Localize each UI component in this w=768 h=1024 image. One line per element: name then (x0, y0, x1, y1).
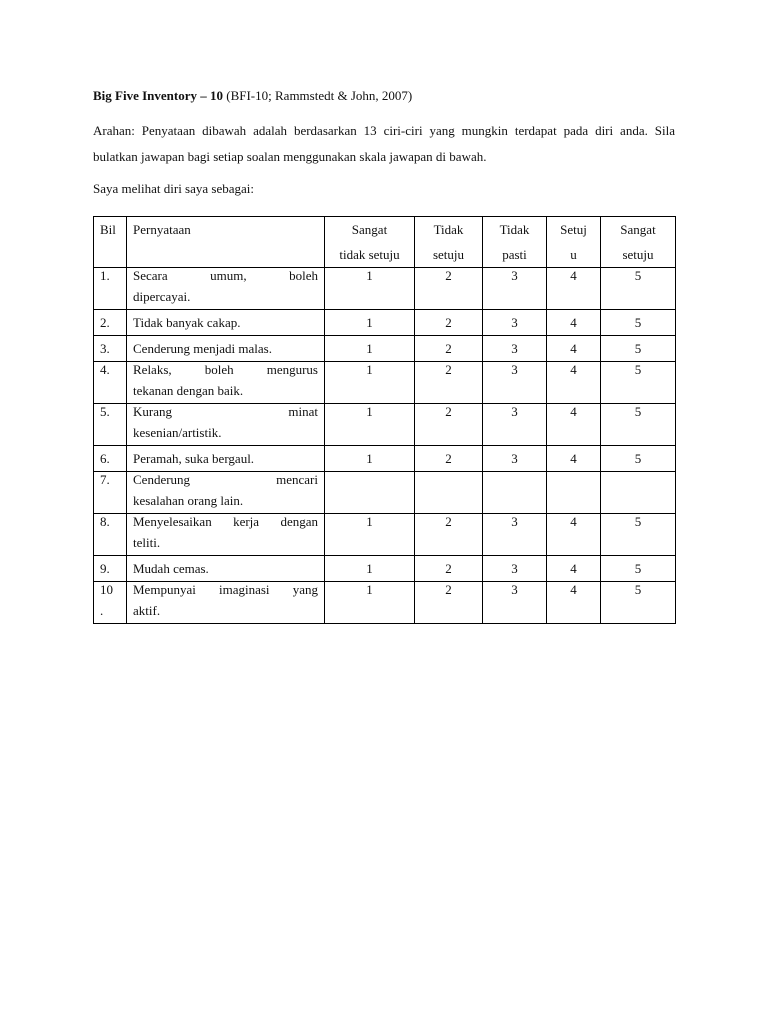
header-scale-4-line-1: Setuj (560, 222, 587, 237)
row-statement-line-2: kesenian/artistik. (133, 425, 222, 440)
scale-option-3[interactable]: 3 (483, 268, 547, 310)
row-statement-line-2: aktif. (133, 603, 161, 618)
row-statement-line-1: Relaks, boleh mengurus (133, 362, 318, 377)
row-number (94, 582, 127, 624)
scale-option-1[interactable]: 1 (325, 446, 415, 472)
scale-option-5[interactable]: 5 (601, 310, 676, 336)
row-number-line-1: 5. (100, 404, 110, 419)
scale-option-1[interactable]: 1 (325, 310, 415, 336)
row-statement (127, 362, 325, 404)
row-statement (127, 514, 325, 556)
scale-option-5[interactable]: 5 (601, 362, 676, 404)
scale-option-4[interactable]: 4 (547, 362, 601, 404)
scale-option-1[interactable]: 1 (325, 514, 415, 556)
scale-option-3[interactable]: 3 (483, 582, 547, 624)
row-statement: Tidak banyak cakap. (127, 310, 325, 336)
scale-option-1[interactable] (325, 472, 415, 514)
table-row (94, 446, 676, 472)
row-number-line-1: 1. (100, 268, 110, 283)
scale-option-4[interactable]: 4 (547, 582, 601, 624)
scale-option-3[interactable]: 3 (483, 336, 547, 362)
scale-option-5[interactable]: 5 (601, 336, 676, 362)
row-statement-line-2: dipercayai. (133, 289, 191, 304)
scale-option-4[interactable]: 4 (547, 336, 601, 362)
row-number-line-1: 8. (100, 514, 110, 529)
header-scale-4 (547, 217, 601, 268)
row-statement-line-1: Mempunyai imaginasi yang (133, 582, 318, 597)
row-number-line-1: 10 (100, 582, 113, 597)
header-scale-1-line-1: Sangat (351, 222, 388, 237)
table-row (94, 310, 676, 336)
header-bil: Bil (94, 217, 127, 268)
scale-option-3[interactable]: 3 (483, 446, 547, 472)
title-bold: Big Five Inventory – 10 (93, 88, 223, 103)
row-number: 9. (94, 556, 127, 582)
scale-option-5[interactable]: 5 (601, 582, 676, 624)
scale-option-5[interactable]: 5 (601, 446, 676, 472)
table-row (94, 268, 676, 310)
header-scale-5-line-2: setuju (622, 247, 654, 262)
inventory-table (93, 216, 676, 624)
table-row (94, 514, 676, 556)
header-scale-2-line-2: setuju (432, 247, 465, 262)
scale-option-3[interactable] (483, 472, 547, 514)
scale-option-4[interactable]: 4 (547, 556, 601, 582)
row-statement-line-1: Cenderung mencari (133, 472, 318, 487)
header-scale-2-line-1: Tidak (433, 222, 464, 237)
scale-option-2[interactable]: 2 (415, 514, 483, 556)
scale-option-3[interactable]: 3 (483, 310, 547, 336)
scale-option-2[interactable]: 2 (415, 362, 483, 404)
scale-option-4[interactable]: 4 (547, 268, 601, 310)
row-statement (127, 472, 325, 514)
header-scale-1-line-2: tidak setuju (339, 247, 400, 262)
header-scale-3-line-1: Tidak (499, 222, 530, 237)
table-header-row (94, 217, 676, 268)
table-row (94, 472, 676, 514)
header-scale-5-line-1: Sangat (620, 222, 656, 237)
row-number-line-1: 7. (100, 472, 110, 487)
scale-option-2[interactable]: 2 (415, 268, 483, 310)
document-page (93, 86, 675, 618)
row-statement-line-2: tekanan dengan baik. (133, 383, 244, 398)
row-number (94, 472, 127, 514)
scale-option-1[interactable]: 1 (325, 268, 415, 310)
row-number: 6. (94, 446, 127, 472)
table-row (94, 404, 676, 446)
header-statement: Pernyataan (127, 217, 325, 268)
header-scale-2 (415, 217, 483, 268)
row-statement-line-1: Kurang minat (133, 404, 318, 419)
header-scale-1 (325, 217, 415, 268)
scale-option-1[interactable]: 1 (325, 362, 415, 404)
scale-option-4[interactable]: 4 (547, 404, 601, 446)
scale-option-5[interactable]: 5 (601, 556, 676, 582)
row-statement (127, 404, 325, 446)
scale-option-5[interactable]: 5 (601, 404, 676, 446)
scale-option-2[interactable]: 2 (415, 556, 483, 582)
row-statement-line-2: teliti. (133, 535, 161, 550)
title-citation: (BFI-10; Rammstedt & John, 2007) (223, 88, 413, 103)
row-statement-line-1: Menyelesaikan kerja dengan (133, 514, 318, 529)
row-number (94, 268, 127, 310)
scale-option-1[interactable]: 1 (325, 336, 415, 362)
scale-option-1[interactable]: 1 (325, 404, 415, 446)
row-number (94, 362, 127, 404)
row-statement-line-1: Secara umum, boleh (133, 268, 318, 283)
header-scale-3-line-2: pasti (502, 247, 527, 262)
scale-option-5[interactable]: 5 (601, 268, 676, 310)
scale-option-2[interactable]: 2 (415, 336, 483, 362)
table-row (94, 362, 676, 404)
scale-option-2[interactable]: 2 (415, 582, 483, 624)
scale-option-4[interactable]: 4 (547, 310, 601, 336)
header-scale-5 (601, 217, 676, 268)
scale-option-3[interactable]: 3 (483, 556, 547, 582)
scale-option-4[interactable]: 4 (547, 446, 601, 472)
row-statement (127, 268, 325, 310)
header-scale-3 (483, 217, 547, 268)
row-number (94, 514, 127, 556)
table-body (94, 268, 676, 624)
row-statement: Cenderung menjadi malas. (127, 336, 325, 362)
document-title (93, 86, 675, 106)
scale-option-5[interactable]: 5 (601, 514, 676, 556)
scale-option-5[interactable] (601, 472, 676, 514)
scale-option-4[interactable] (547, 472, 601, 514)
table-row (94, 336, 676, 362)
scale-option-2[interactable] (415, 472, 483, 514)
scale-option-4[interactable]: 4 (547, 514, 601, 556)
scale-option-2[interactable]: 2 (415, 446, 483, 472)
scale-option-1[interactable]: 1 (325, 582, 415, 624)
scale-option-2[interactable]: 2 (415, 310, 483, 336)
instructions-paragraph: Arahan: Penyataan dibawah adalah berdasarkan 13 ciri-ciri yang mungkin terdapat pada diri anda. Sila bulatkan jawapan bagi setiap soalan menggunakan skala jawapan di bawah. (93, 123, 675, 164)
scale-option-3[interactable]: 3 (483, 514, 547, 556)
row-statement: Mudah cemas. (127, 556, 325, 582)
row-statement: Peramah, suka bergaul. (127, 446, 325, 472)
scale-option-1[interactable]: 1 (325, 556, 415, 582)
header-scale-4-line-2: u (570, 247, 577, 262)
intro-line: Saya melihat diri saya sebagai: (93, 181, 255, 196)
row-number: 3. (94, 336, 127, 362)
row-number-line-2: . (100, 603, 104, 618)
row-statement-line-2: kesalahan orang lain. (133, 493, 244, 508)
table-row (94, 582, 676, 624)
scale-option-3[interactable]: 3 (483, 404, 547, 446)
scale-option-3[interactable]: 3 (483, 362, 547, 404)
row-number: 2. (94, 310, 127, 336)
row-statement (127, 582, 325, 624)
row-number-line-1: 4. (100, 362, 110, 377)
table-row (94, 556, 676, 582)
scale-option-2[interactable]: 2 (415, 404, 483, 446)
row-number (94, 404, 127, 446)
